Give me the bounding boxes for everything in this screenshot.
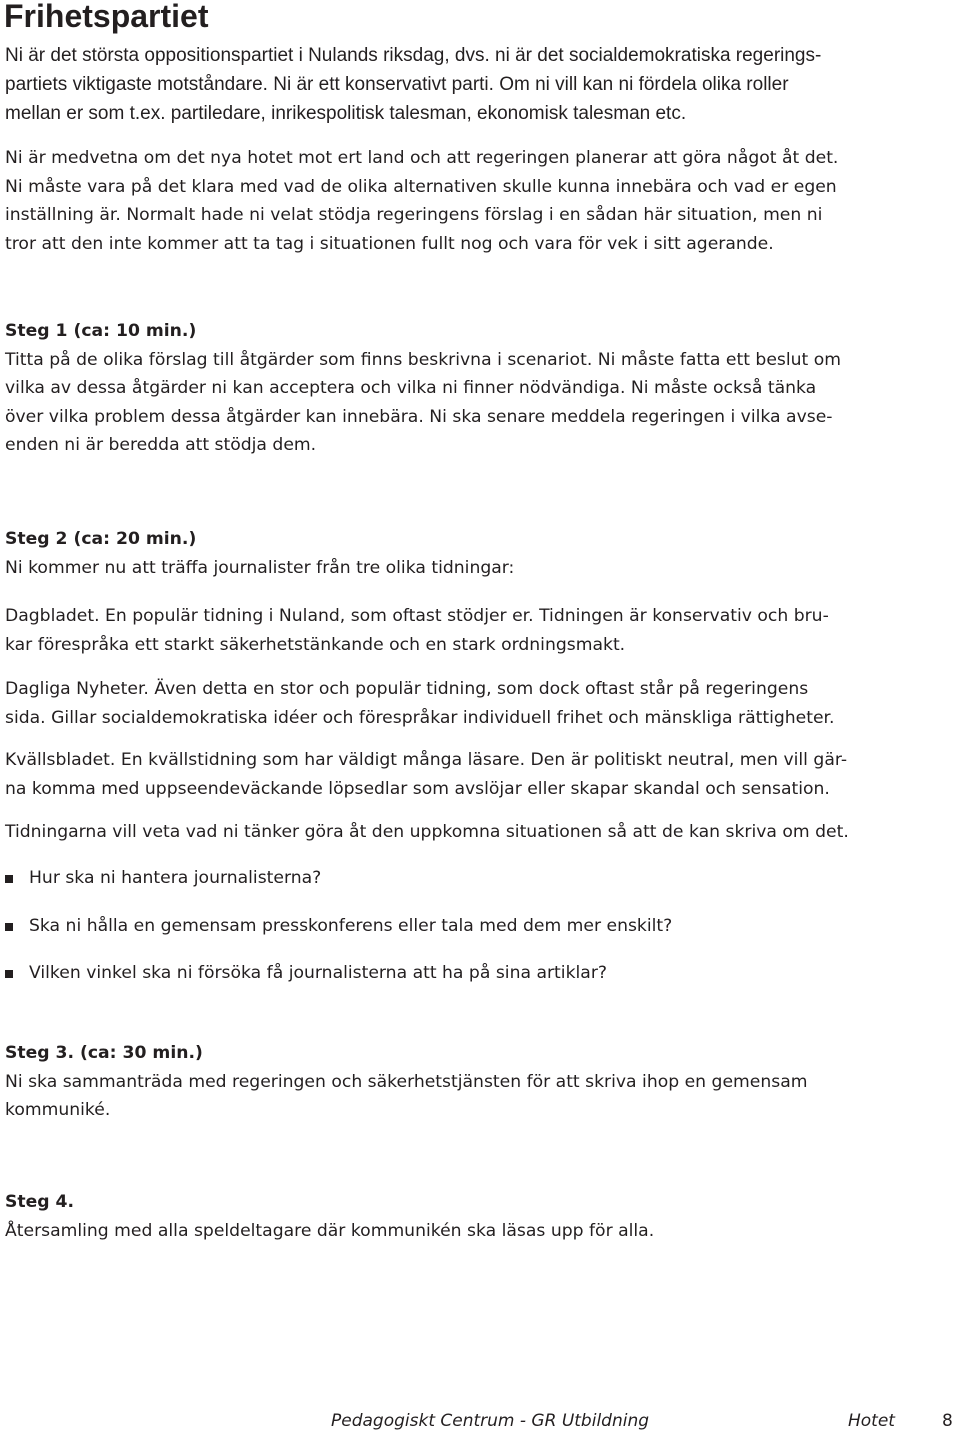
question-list bbox=[5, 864, 955, 1007]
step2-intro: Ni kommer nu att träffa journalister från tre olika tidningar: bbox=[5, 557, 515, 578]
newspaper-line: kar förespråka ett starkt säkerhetstänkande och en stark ordningsmakt. bbox=[5, 634, 626, 655]
list-item bbox=[5, 912, 955, 941]
context-line: tror att den inte kommer att ta tag i situationen fullt nog och vara för vek i sitt agerande. bbox=[5, 233, 774, 254]
step3-section bbox=[5, 1039, 955, 1125]
step3-heading: Steg 3. (ca: 30 min.) bbox=[5, 1043, 203, 1063]
square-bullet-icon bbox=[5, 923, 13, 931]
newspaper-line: Dagbladet. En populär tidning i Nuland, som oftast stödjer er. Tidningen är konservativ och bru- bbox=[5, 606, 829, 626]
step4-heading: Steg 4. bbox=[5, 1192, 75, 1212]
step4-line: Återsamling med alla speldeltagare där kommunikén ska läsas upp för alla. bbox=[5, 1220, 655, 1241]
question-text: Vilken vinkel ska ni försöka få journalisterna att ha på sina artiklar? bbox=[29, 963, 608, 983]
intro-line: Ni är det största oppositionspartiet i Nulands riksdag, dvs. ni är det socialdemokratiska regerings- bbox=[5, 45, 822, 66]
step1-line: över vilka problem dessa åtgärder kan innebära. Ni ska senare meddela regeringen i vilka avse- bbox=[5, 406, 833, 427]
square-bullet-icon bbox=[5, 970, 13, 978]
step1-line: enden ni är beredda att stödja dem. bbox=[5, 435, 317, 455]
square-bullet-icon bbox=[5, 875, 13, 883]
step4-section bbox=[5, 1188, 955, 1245]
intro-line: mellan er som t.ex. partiledare, inrikespolitisk talesman, ekonomisk talesman etc. bbox=[5, 103, 687, 124]
newspaper-line: na komma med uppseendeväckande löpsedlar som avslöjar eller skapar skandal och sensation. bbox=[5, 778, 830, 799]
step2-header bbox=[5, 525, 955, 582]
step3-line: Ni ska sammanträda med regeringen och säkerhetstjänsten för att skriva ihop en gemensam bbox=[5, 1071, 808, 1092]
document-title: Frihetspartiet bbox=[4, 0, 209, 34]
context-line: Ni måste vara på det klara med vad de olika alternativen skulle kunna innebära och vad er egen bbox=[5, 176, 837, 197]
context-line: inställning är. Normalt hade ni velat stödja regeringens förslag i en sådan här situation, men ni bbox=[5, 205, 823, 225]
step2-closing bbox=[5, 818, 955, 847]
footer-topic: Hotet bbox=[848, 1411, 895, 1431]
page-number: 8 bbox=[942, 1411, 953, 1431]
newspaper-line: Kvällsbladet. En kvällstidning som har väldigt många läsare. Den är politiskt neutral, men vill gär- bbox=[5, 750, 848, 770]
newspaper-line: sida. Gillar socialdemokratiska idéer och förespråkar individuell frihet och mänskliga rättigheter. bbox=[5, 707, 835, 728]
intro-line: partiets viktigaste motståndare. Ni är ett konservativt parti. Om ni vill kan ni fördela olika roller bbox=[5, 74, 789, 95]
newspaper-kvallsbladet bbox=[5, 746, 955, 803]
step1-line: Titta på de olika förslag till åtgärder som finns beskrivna i scenariot. Ni måste fatta ett beslut om bbox=[5, 349, 841, 370]
intro-paragraph bbox=[5, 41, 955, 128]
step2-closing-line: Tidningarna vill veta vad ni tänker göra åt den uppkomna situationen så att de kan skriva om det. bbox=[5, 822, 849, 842]
context-paragraph bbox=[5, 144, 955, 258]
question-text: Ska ni hålla en gemensam presskonferens eller tala med dem mer enskilt? bbox=[29, 915, 673, 936]
context-line: Ni är medvetna om det nya hotet mot ert land och att regeringen planerar att göra något åt det. bbox=[5, 148, 839, 168]
step1-heading: Steg 1 (ca: 10 min.) bbox=[5, 321, 197, 341]
list-item bbox=[5, 864, 955, 893]
step3-line: kommuniké. bbox=[5, 1100, 111, 1120]
footer-publisher: Pedagogiskt Centrum - GR Utbildning bbox=[331, 1411, 650, 1431]
step1-section bbox=[5, 317, 955, 460]
question-text: Hur ska ni hantera journalisterna? bbox=[29, 868, 322, 888]
newspaper-line: Dagliga Nyheter. Även detta en stor och populär tidning, som dock oftast står på regeringens bbox=[5, 679, 809, 699]
list-item bbox=[5, 959, 955, 988]
newspaper-dagliga-nyheter bbox=[5, 675, 955, 732]
step2-heading: Steg 2 (ca: 20 min.) bbox=[5, 529, 197, 549]
newspaper-dagbladet bbox=[5, 602, 955, 659]
step1-line: vilka av dessa åtgärder ni kan acceptera och vilka ni finner nödvändiga. Ni måste också tänka bbox=[5, 378, 817, 398]
